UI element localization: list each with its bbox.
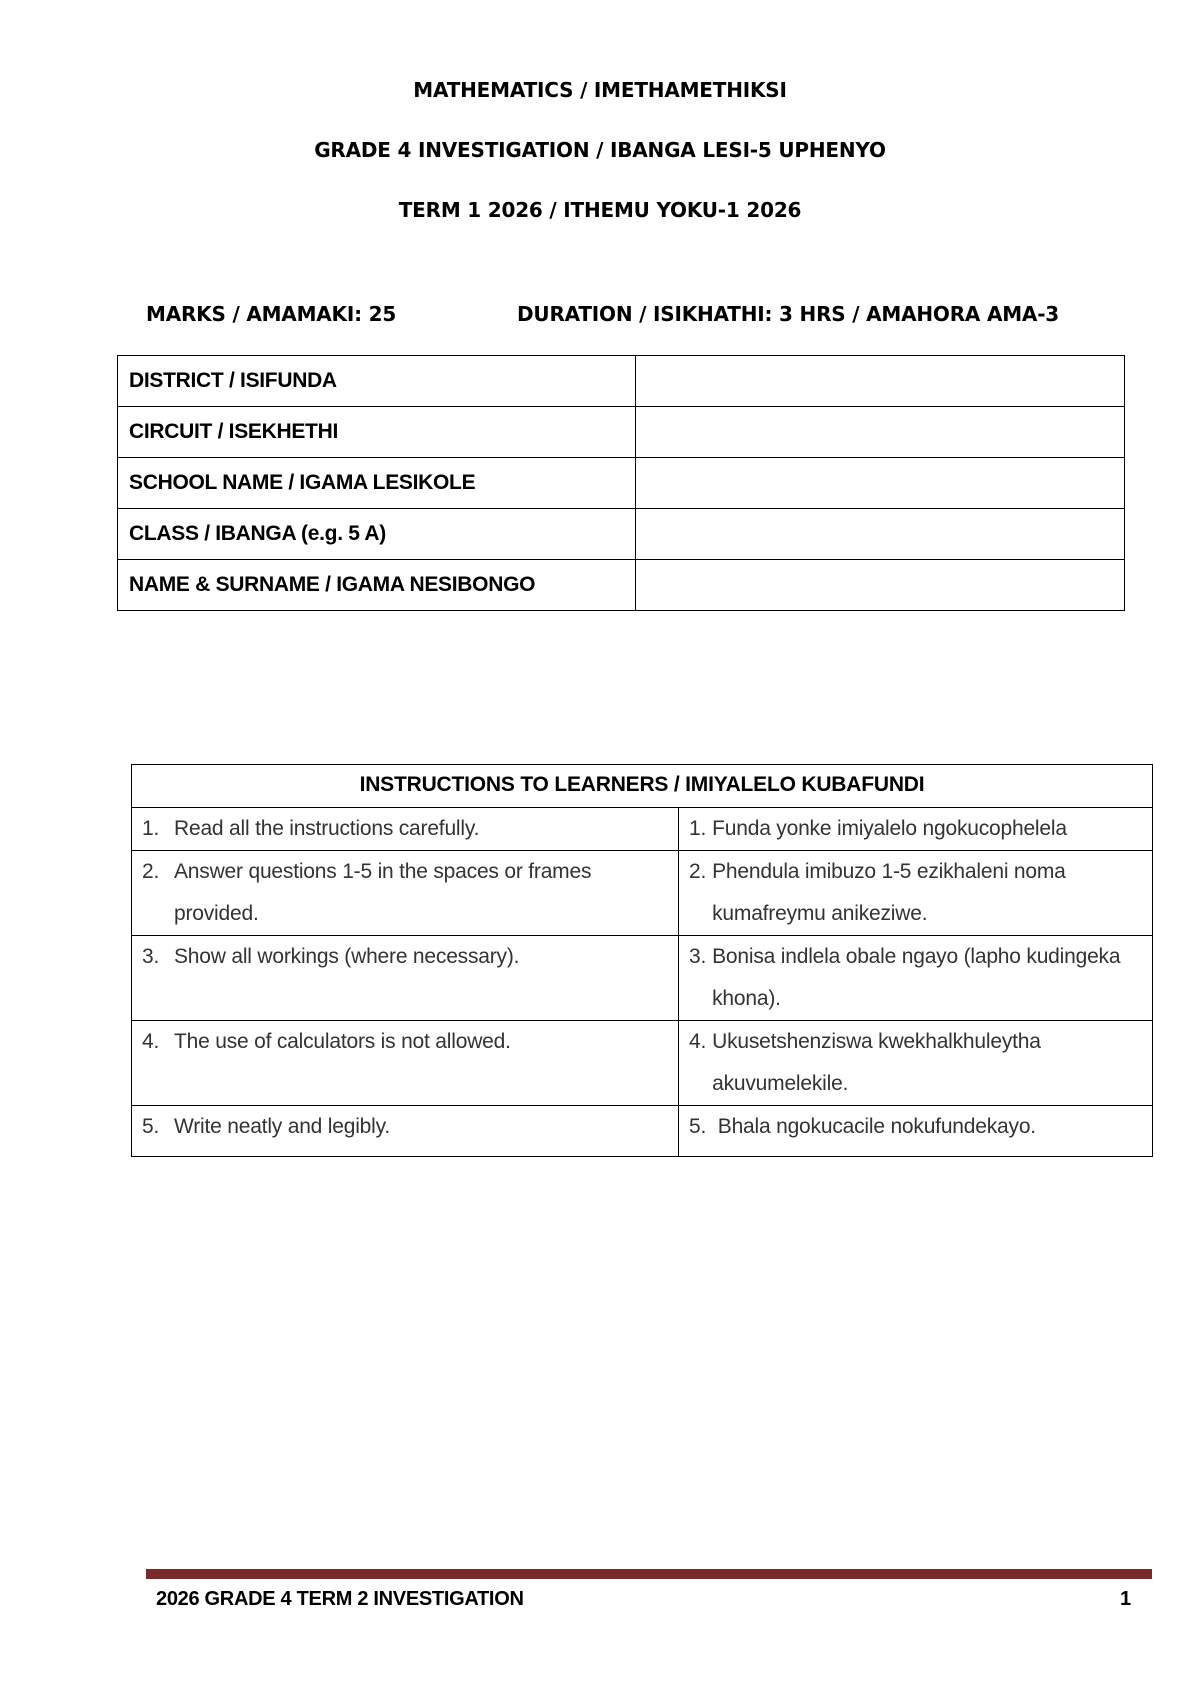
- footer-bar: [146, 1569, 1152, 1579]
- instruction-number: 1.: [689, 817, 707, 840]
- instruction-text: Write neatly and legibly.: [174, 1115, 391, 1138]
- page-number: 1: [1120, 1588, 1132, 1610]
- instruction-text: Bhala ngokucacile nokufundekayo.: [712, 1115, 1036, 1138]
- subject-title: MATHEMATICS / IMETHAMETHIKSI: [413, 78, 787, 102]
- instruction-zulu: [679, 808, 1153, 851]
- instruction-zulu: [679, 936, 1153, 1021]
- instruction-number: 5.: [689, 1115, 707, 1138]
- school-name-label: SCHOOL NAME / IGAMA LESIKOLE: [118, 458, 636, 509]
- table-row: [132, 808, 1153, 851]
- instructions-heading-row: [132, 765, 1153, 808]
- instructions-table: [131, 764, 1153, 1157]
- table-row: [132, 936, 1153, 1021]
- table-row: [118, 356, 1125, 407]
- instruction-text: Funda yonke imiyalelo ngokucophelela: [712, 817, 1067, 840]
- instruction-number: 2.: [142, 860, 160, 883]
- instruction-text: The use of calculators is not allowed.: [174, 1030, 511, 1053]
- instruction-english: [132, 1021, 679, 1106]
- learner-info-table: [117, 355, 1125, 611]
- instruction-text: Bonisa indlela obale ngayo (lapho kudingeka khona).: [712, 945, 1121, 1010]
- instruction-number: 3.: [142, 945, 160, 968]
- instruction-english: [132, 936, 679, 1021]
- instruction-number: 4.: [689, 1030, 707, 1053]
- class-field[interactable]: [636, 509, 1125, 560]
- table-row: [132, 1021, 1153, 1106]
- table-row: [118, 509, 1125, 560]
- instruction-text: Phendula imibuzo 1-5 ezikhaleni noma kumafreymu anikeziwe.: [712, 860, 1066, 925]
- term-title: TERM 1 2026 / ITHEMU YOKU-1 2026: [398, 198, 802, 222]
- instruction-zulu: [679, 1021, 1153, 1106]
- district-field[interactable]: [636, 356, 1125, 407]
- table-row: [118, 458, 1125, 509]
- instruction-text: Show all workings (where necessary).: [174, 945, 520, 968]
- district-label: DISTRICT / ISIFUNDA: [118, 356, 636, 407]
- duration-label: DURATION / ISIKHATHI: 3 HRS / AMAHORA AMA-3: [517, 302, 1060, 326]
- instruction-number: 3.: [689, 945, 707, 968]
- circuit-field[interactable]: [636, 407, 1125, 458]
- table-row: [118, 560, 1125, 611]
- instruction-number: 4.: [142, 1030, 160, 1053]
- table-row: [132, 1106, 1153, 1157]
- name-surname-field[interactable]: [636, 560, 1125, 611]
- instruction-zulu: [679, 851, 1153, 936]
- table-row: [132, 851, 1153, 936]
- instruction-english: [132, 1106, 679, 1157]
- instruction-text: Ukusetshenziswa kwekhalkhuleytha akuvumelekile.: [712, 1030, 1041, 1095]
- instruction-number: 2.: [689, 860, 707, 883]
- circuit-label: CIRCUIT / ISEKHETHI: [118, 407, 636, 458]
- instruction-english: [132, 851, 679, 936]
- footer-text: 2026 GRADE 4 TERM 2 INVESTIGATION: [156, 1588, 524, 1610]
- instruction-english: [132, 808, 679, 851]
- instruction-text: Read all the instructions carefully.: [174, 817, 480, 840]
- instruction-number: 1.: [142, 817, 160, 840]
- grade-title: GRADE 4 INVESTIGATION / IBANGA LESI-5 UPHENYO: [314, 138, 886, 162]
- school-name-field[interactable]: [636, 458, 1125, 509]
- instruction-text: Answer questions 1-5 in the spaces or frames provided.: [174, 860, 592, 925]
- instruction-zulu: [679, 1106, 1153, 1157]
- marks-label: MARKS / AMAMAKI: 25: [146, 302, 397, 326]
- name-surname-label: NAME & SURNAME / IGAMA NESIBONGO: [118, 560, 636, 611]
- instructions-heading: INSTRUCTIONS TO LEARNERS / IMIYALELO KUBAFUNDI: [132, 765, 1153, 808]
- instruction-number: 5.: [142, 1115, 160, 1138]
- class-label: CLASS / IBANGA (e.g. 5 A): [118, 509, 636, 560]
- table-row: [118, 407, 1125, 458]
